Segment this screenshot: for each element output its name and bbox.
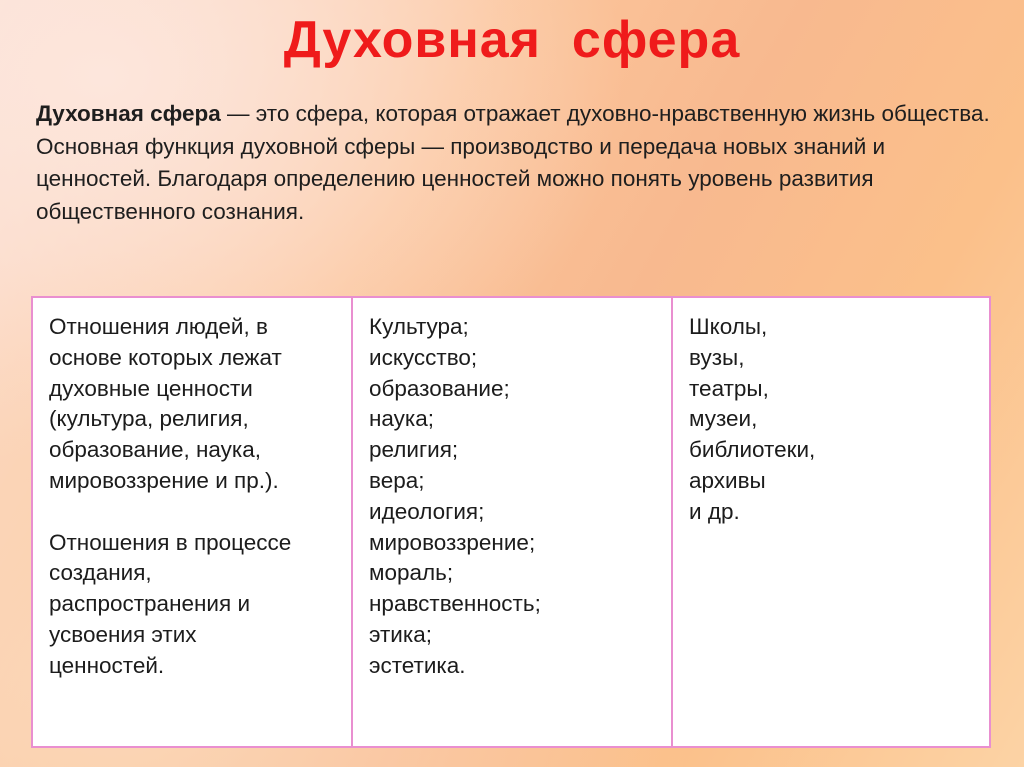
table-cell-line: усвоения этих: [49, 621, 197, 647]
table-cell-line: мировоззрение и пр.).: [49, 467, 279, 493]
table-cell-line: распространения и: [49, 591, 251, 617]
list-item: мораль;: [369, 560, 454, 586]
table-column-forms: [353, 298, 673, 746]
list-item: нравственность;: [369, 591, 541, 617]
list-item: вузы,: [689, 344, 745, 370]
table-cell-line: Отношения в процессе: [49, 529, 292, 555]
list-item: образование;: [369, 375, 510, 401]
list-item: архивы: [689, 467, 766, 493]
list-item: Школы,: [689, 314, 768, 339]
table-cell-line: основе которых лежат: [49, 344, 282, 370]
table-cell-line: создания,: [49, 560, 152, 586]
table-cell-line: духовные ценности: [49, 375, 253, 401]
list-item: вера;: [369, 467, 425, 493]
list-item: эстетика.: [369, 652, 466, 678]
definition-term: Духовная сфера: [36, 101, 221, 126]
list-item: Культура;: [369, 314, 469, 339]
table-cell-line: ценностей.: [49, 652, 165, 678]
function-paragraph: Основная функция духовной сферы — производство и передача новых знаний и ценностей. Благодаря определению ценностей можно понять уровень развития общественного сознания.: [36, 133, 886, 224]
list-item: театры,: [689, 375, 769, 401]
list-item: библиотеки,: [689, 437, 816, 463]
table-cell-line: Отношения людей, в: [49, 314, 268, 339]
slide-title: Духовная сфера: [283, 11, 741, 69]
table-cell-line: (культура, религия,: [49, 406, 249, 432]
list-item: этика;: [369, 621, 432, 647]
spheres-table: [31, 296, 991, 748]
table-cell-line: образование, наука,: [49, 437, 262, 463]
table-column-institutions: [673, 298, 989, 746]
list-item: наука;: [369, 406, 435, 432]
list-item: мировоззрение;: [369, 529, 536, 555]
intro-text: [36, 98, 996, 228]
definition-paragraph: [36, 98, 996, 131]
list-item: и др.: [689, 498, 740, 524]
table-column-relations: [33, 298, 353, 746]
list-item: религия;: [369, 437, 459, 463]
list-item: музеи,: [689, 406, 758, 432]
list-item: идеология;: [369, 498, 485, 524]
paragraph-gap: [49, 497, 337, 528]
list-item: искусство;: [369, 344, 478, 370]
definition-rest: — это сфера, которая отражает духовно-нравственную жизнь общества.: [220, 101, 990, 126]
